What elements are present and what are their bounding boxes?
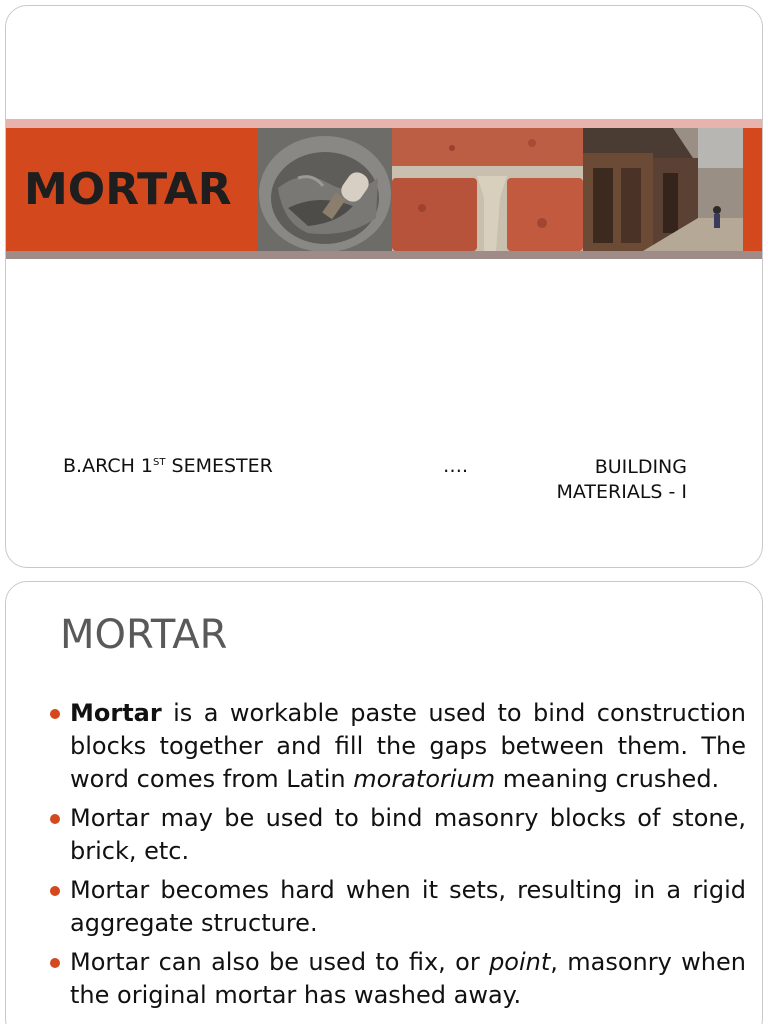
banner-title: MORTAR	[24, 164, 232, 215]
course-label-prefix: B.ARCH 1	[63, 455, 154, 477]
bullet-italic-term: moratorium	[353, 765, 496, 793]
bullet-dot-icon	[50, 958, 60, 968]
subject-label-line1: BUILDING	[594, 456, 687, 478]
bullet-bold-term: Mortar	[70, 699, 162, 727]
bullet-dot-icon	[50, 709, 60, 719]
subject-label	[427, 455, 687, 505]
title-slide	[5, 5, 763, 568]
course-label	[63, 455, 273, 477]
course-label-suffix: SEMESTER	[165, 455, 273, 477]
content-slide	[5, 581, 763, 1024]
bullet-list	[46, 697, 746, 1018]
bullet-italic-term: point	[489, 948, 551, 976]
bullet-item	[46, 874, 746, 940]
mortar-bucket-photo	[258, 128, 392, 251]
banner-bottom-strip	[6, 251, 763, 259]
subtitle-separator: ….	[443, 455, 469, 477]
bullet-item	[46, 946, 746, 1012]
bullet-item	[46, 697, 746, 796]
title-banner	[6, 128, 763, 251]
bullet-text: Mortar becomes hard when it sets, resulting in a rigid aggregate structure.	[70, 876, 746, 937]
bullet-text: meaning crushed.	[495, 765, 720, 793]
subject-label-line2: MATERIALS - I	[556, 481, 687, 503]
bullet-dot-icon	[50, 814, 60, 824]
bullet-dot-icon	[50, 886, 60, 896]
course-label-sup: ST	[153, 457, 166, 468]
bullet-item	[46, 802, 746, 868]
bullet-text: , masonry when the original mortar has washed away.	[70, 948, 746, 1009]
banner-top-strip	[6, 119, 763, 128]
brick-wall-photo	[392, 128, 583, 251]
slide-title: MORTAR	[60, 612, 228, 658]
old-street-photo	[583, 128, 743, 251]
bullet-text: Mortar may be used to bind masonry blocks of stone, brick, etc.	[70, 804, 746, 865]
bullet-text: is a workable paste used to bind construction blocks together and fill the gaps between them. The word comes from Latin	[70, 699, 746, 793]
bullet-text: Mortar can also be used to fix, or	[70, 948, 490, 976]
